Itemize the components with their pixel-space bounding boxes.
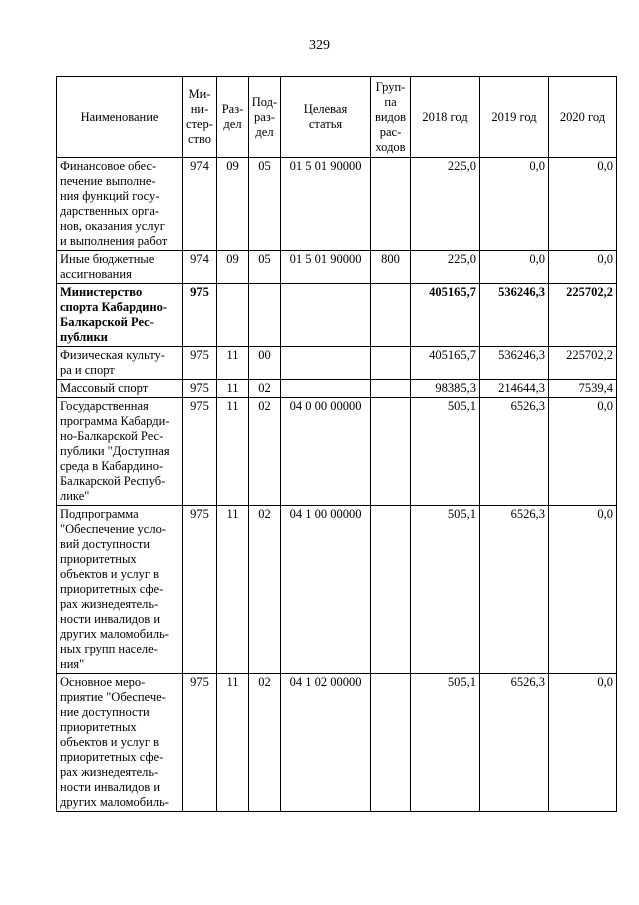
value-2020-cell: 0,0 <box>549 158 617 251</box>
row-name-cell: Государственная программа Кабарди- но-Балкарской Рес- публики "Доступная среда в Кабардино- Балкарской Респуб- лике" <box>57 398 183 506</box>
ministry-cell: 975 <box>183 284 217 347</box>
value-2018-cell: 505,1 <box>411 674 480 812</box>
ministry-cell: 974 <box>183 158 217 251</box>
value-2019-cell: 536246,3 <box>480 347 549 380</box>
section-cell: 11 <box>217 398 249 506</box>
value-2018-cell: 405165,7 <box>411 284 480 347</box>
expense-group-cell <box>371 347 411 380</box>
value-2020-cell: 225702,2 <box>549 284 617 347</box>
value-2020-cell: 0,0 <box>549 251 617 284</box>
expense-group-cell <box>371 158 411 251</box>
value-2020-cell: 225702,2 <box>549 347 617 380</box>
header-cell: 2020 год <box>549 77 617 158</box>
subsection-cell <box>249 284 281 347</box>
ministry-cell: 974 <box>183 251 217 284</box>
table-row <box>57 506 617 674</box>
section-cell: 11 <box>217 347 249 380</box>
target-article-cell: 04 1 02 00000 <box>281 674 371 812</box>
table-row <box>57 398 617 506</box>
value-2020-cell: 0,0 <box>549 506 617 674</box>
header-cell: Целевая статья <box>281 77 371 158</box>
row-name-cell: Финансовое обес- печение выполне- ния функций госу- дарственных орга- нов, оказания услуг и выполнения работ <box>57 158 183 251</box>
value-2019-cell: 6526,3 <box>480 674 549 812</box>
value-2019-cell: 536246,3 <box>480 284 549 347</box>
value-2019-cell: 0,0 <box>480 158 549 251</box>
value-2018-cell: 98385,3 <box>411 380 480 398</box>
ministry-cell: 975 <box>183 398 217 506</box>
table-row <box>57 158 617 251</box>
header-cell: 2019 год <box>480 77 549 158</box>
value-2018-cell: 225,0 <box>411 158 480 251</box>
subsection-cell: 02 <box>249 380 281 398</box>
table-row <box>57 347 617 380</box>
row-name-cell: Физическая культу- ра и спорт <box>57 347 183 380</box>
row-name-cell: Массовый спорт <box>57 380 183 398</box>
expense-group-cell: 800 <box>371 251 411 284</box>
value-2018-cell: 405165,7 <box>411 347 480 380</box>
page-number: 329 <box>309 38 330 53</box>
budget-table <box>56 76 617 812</box>
table-row <box>57 284 617 347</box>
target-article-cell: 01 5 01 90000 <box>281 251 371 284</box>
target-article-cell <box>281 380 371 398</box>
value-2020-cell: 0,0 <box>549 398 617 506</box>
row-name-cell: Основное меро- приятие "Обеспече- ние доступности приоритетных объектов и услуг в приоритетных сфе- рах жизнедеятель- ности инвалидов и других маломобиль- <box>57 674 183 812</box>
header-cell: Под- раз- дел <box>249 77 281 158</box>
subsection-cell: 02 <box>249 398 281 506</box>
table-row <box>57 251 617 284</box>
header-cell: Ми- ни- стер- ство <box>183 77 217 158</box>
value-2020-cell: 7539,4 <box>549 380 617 398</box>
row-name-cell: Министерство спорта Кабардино- Балкарской Рес- публики <box>57 284 183 347</box>
header-cell: Наименование <box>57 77 183 158</box>
ministry-cell: 975 <box>183 506 217 674</box>
header-row <box>57 77 617 158</box>
header-cell: Груп- па видов рас- ходов <box>371 77 411 158</box>
header-cell: Раз- дел <box>217 77 249 158</box>
subsection-cell: 05 <box>249 251 281 284</box>
section-cell: 11 <box>217 380 249 398</box>
subsection-cell: 05 <box>249 158 281 251</box>
value-2020-cell: 0,0 <box>549 674 617 812</box>
ministry-cell: 975 <box>183 674 217 812</box>
subsection-cell: 00 <box>249 347 281 380</box>
value-2019-cell: 6526,3 <box>480 506 549 674</box>
target-article-cell <box>281 284 371 347</box>
header-cell: 2018 год <box>411 77 480 158</box>
target-article-cell <box>281 347 371 380</box>
table-row <box>57 674 617 812</box>
row-name-cell: Подпрограмма "Обеспечение усло- вий доступности приоритетных объектов и услуг в приоритетных сфе- рах жизнедеятель- ности инвалидов и других маломобиль- ных групп населе- ния" <box>57 506 183 674</box>
value-2018-cell: 505,1 <box>411 398 480 506</box>
target-article-cell: 04 0 00 00000 <box>281 398 371 506</box>
ministry-cell: 975 <box>183 380 217 398</box>
expense-group-cell <box>371 380 411 398</box>
section-cell <box>217 284 249 347</box>
expense-group-cell <box>371 398 411 506</box>
ministry-cell: 975 <box>183 347 217 380</box>
value-2019-cell: 6526,3 <box>480 398 549 506</box>
subsection-cell: 02 <box>249 674 281 812</box>
value-2019-cell: 0,0 <box>480 251 549 284</box>
expense-group-cell <box>371 674 411 812</box>
value-2018-cell: 225,0 <box>411 251 480 284</box>
table-row <box>57 380 617 398</box>
value-2019-cell: 214644,3 <box>480 380 549 398</box>
section-cell: 11 <box>217 674 249 812</box>
subsection-cell: 02 <box>249 506 281 674</box>
target-article-cell: 04 1 00 00000 <box>281 506 371 674</box>
section-cell: 11 <box>217 506 249 674</box>
row-name-cell: Иные бюджетные ассигнования <box>57 251 183 284</box>
expense-group-cell <box>371 506 411 674</box>
value-2018-cell: 505,1 <box>411 506 480 674</box>
section-cell: 09 <box>217 158 249 251</box>
target-article-cell: 01 5 01 90000 <box>281 158 371 251</box>
expense-group-cell <box>371 284 411 347</box>
section-cell: 09 <box>217 251 249 284</box>
